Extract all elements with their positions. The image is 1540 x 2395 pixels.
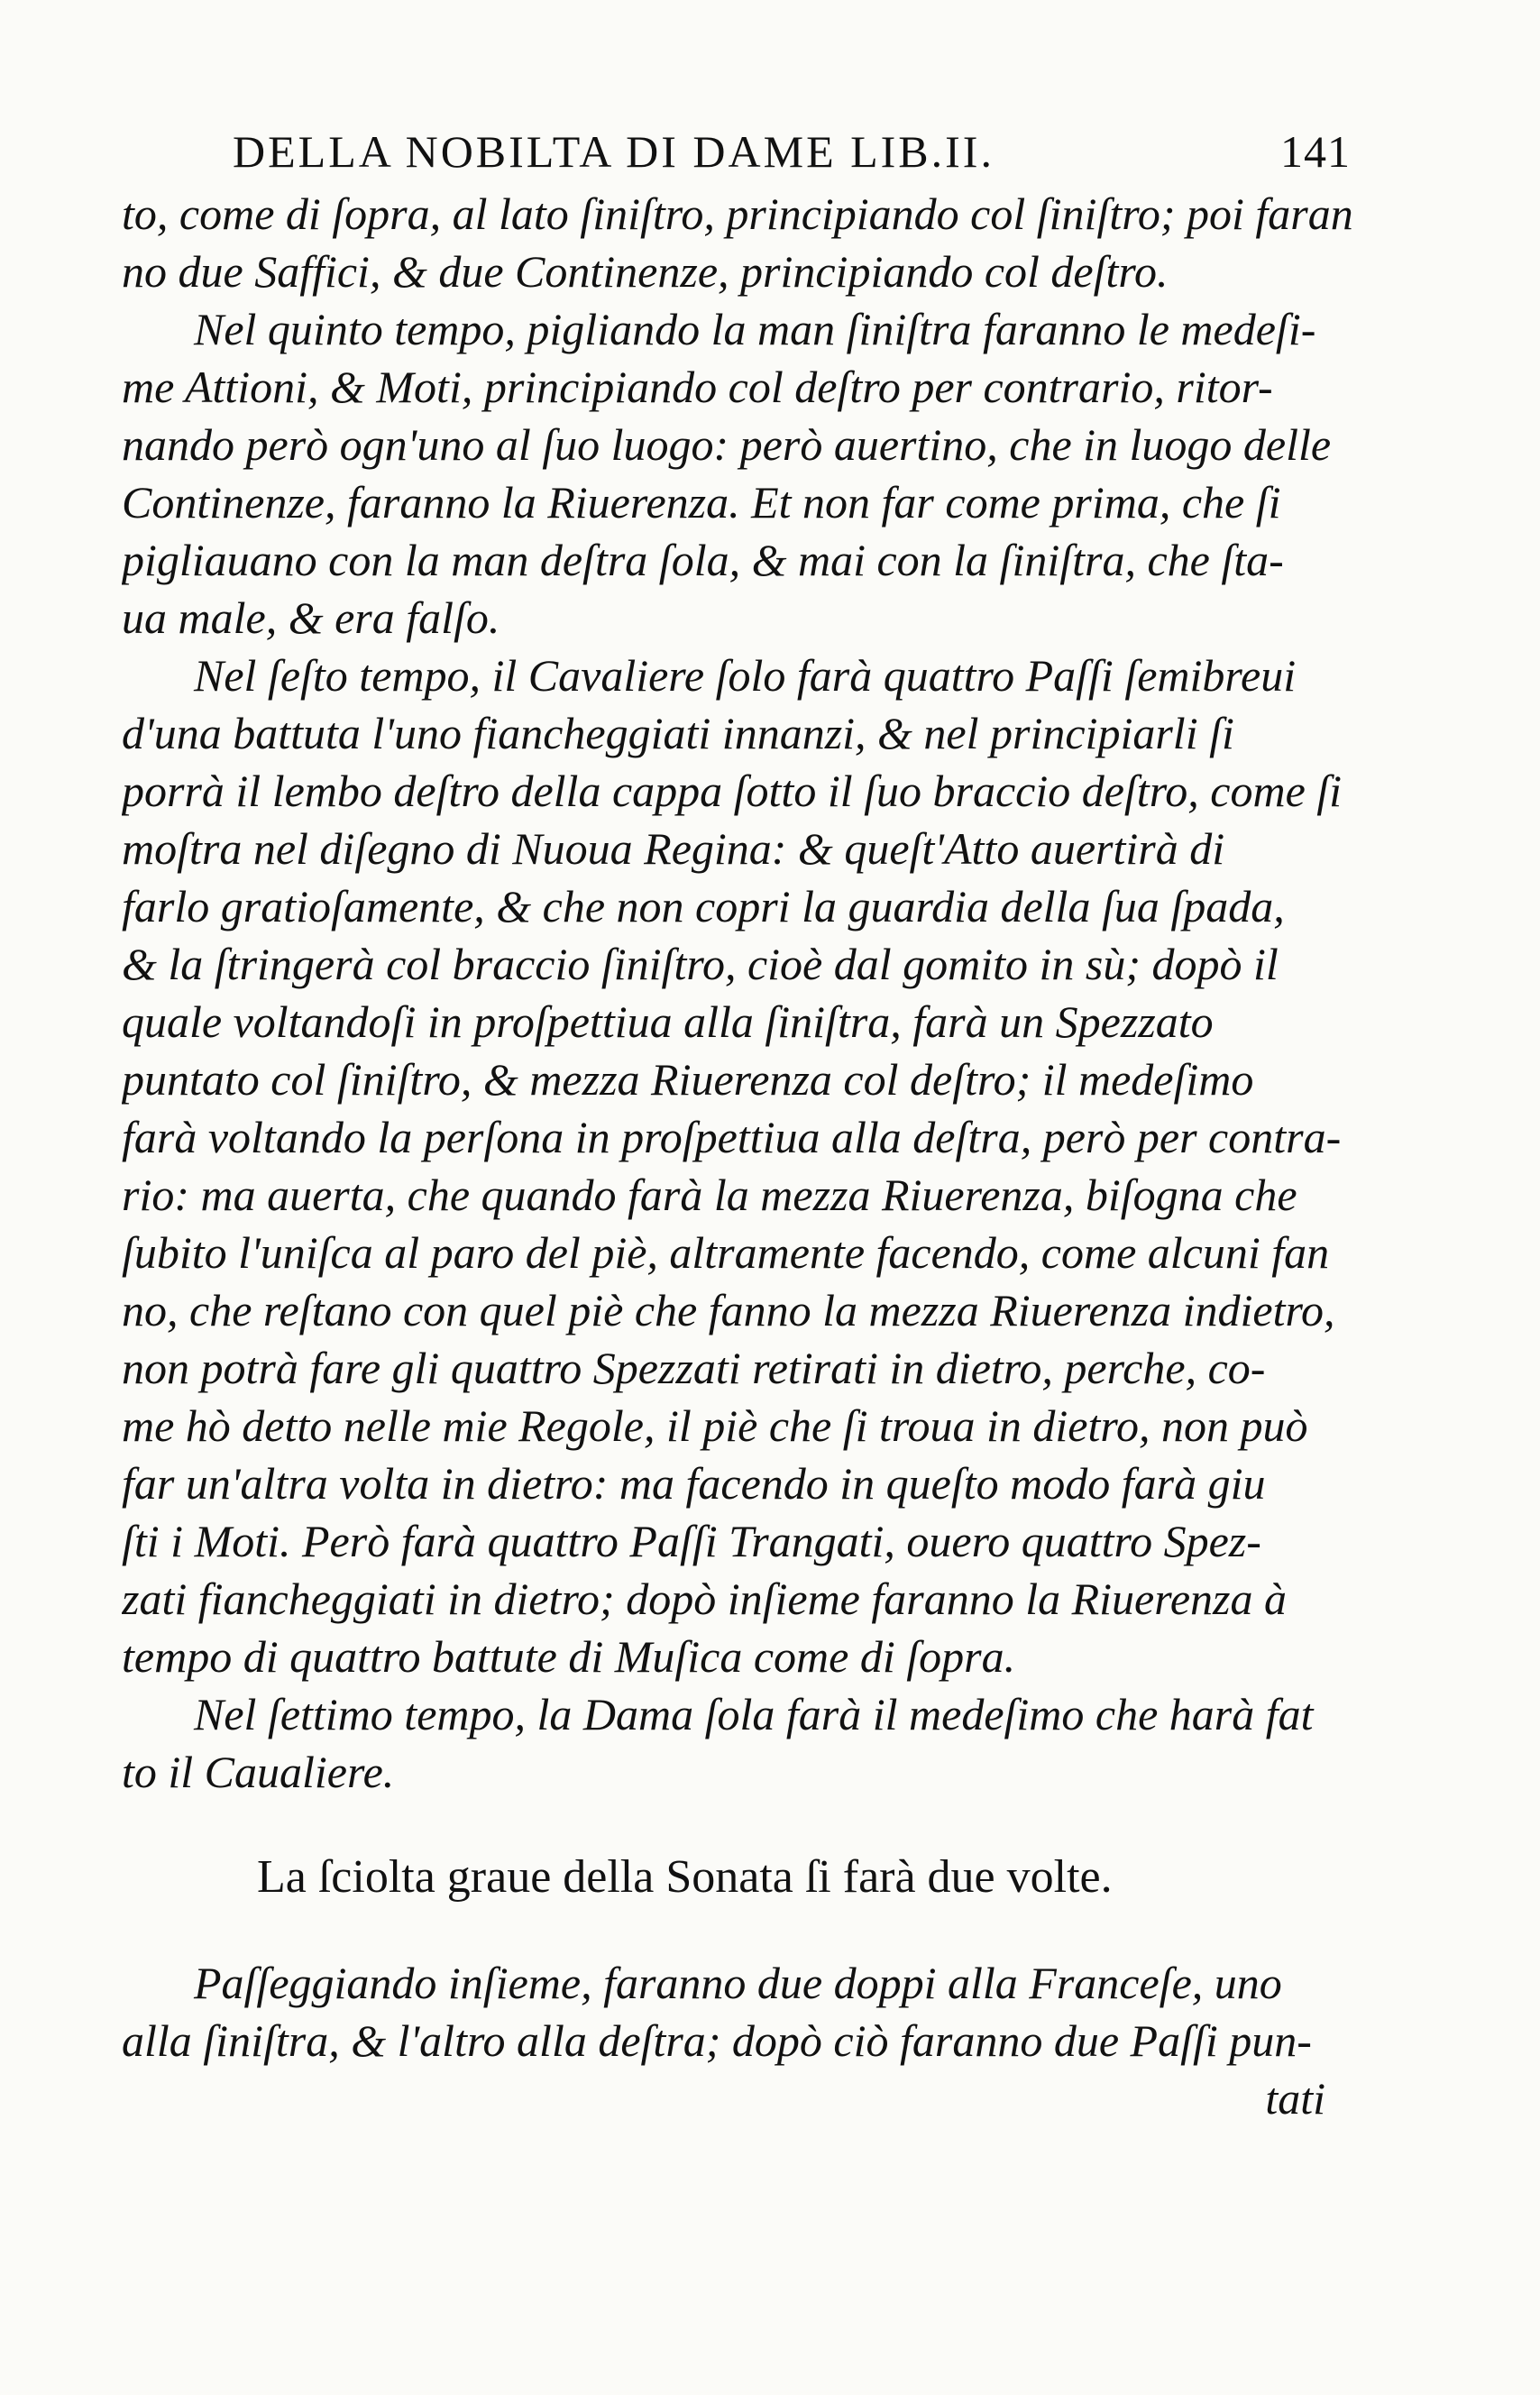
body-text xyxy=(122,185,1380,2127)
page-number: 141 xyxy=(1280,126,1351,177)
text-line: puntato col ſiniſtro, & mezza Riuerenza col deſtro; il medeſimo xyxy=(122,1054,1254,1105)
running-title: DELLA NOBILTA DI DAME LIB.II. xyxy=(233,126,995,177)
text-line: me Attioni, & Moti, principiando col deſtro per contrario, ritor- xyxy=(122,362,1273,412)
spacer xyxy=(122,1801,1380,1837)
text-line: pigliauano con la man deſtra ſola, & mai con la ſiniſtra, che ſta- xyxy=(122,535,1284,585)
catchword: tati xyxy=(1265,2073,1325,2124)
text-line: porrà il lembo deſtro della cappa ſotto il ſuo braccio deſtro, come ſi xyxy=(122,766,1343,816)
paragraph-start-line: Paſſeggiando inſieme, faranno due doppi alla Franceſe, uno xyxy=(194,1958,1282,2008)
text-line: Continenze, faranno la Riuerenza. Et non far come prima, che ſi xyxy=(122,477,1281,528)
text-line: & la ſtringerà col braccio ſiniſtro, cioè dal gomito in sù; dopò il xyxy=(122,939,1279,989)
text-line: ua male, & era falſo. xyxy=(122,592,500,643)
spacer xyxy=(122,1918,1380,1954)
text-line: far un'altra volta in dietro: ma facendo in queſto modo farà giu xyxy=(122,1458,1266,1509)
text-line: to, come di ſopra, al lato ſiniſtro, principiando col ſiniſtro; poi faran xyxy=(122,188,1353,239)
text-line: ſti i Moti. Però farà quattro Paſſi Trangati, ouero quattro Spez- xyxy=(122,1516,1261,1566)
text-line: moſtra nel diſegno di Nuoua Regina: & queſt'Atto auertirà di xyxy=(122,823,1225,874)
text-line: quale voltandoſi in proſpettiua alla ſiniſtra, farà un Spezzato xyxy=(122,996,1214,1047)
text-line: farlo gratioſamente, & che non copri la guardia della ſua ſpada, xyxy=(122,881,1285,931)
text-line: zati fiancheggiati in dietro; dopò inſieme faranno la Riuerenza à xyxy=(122,1574,1287,1624)
running-head xyxy=(233,120,1351,183)
text-line: rio: ma auerta, che quando farà la mezza Riuerenza, biſogna che xyxy=(122,1170,1297,1220)
section-heading: La ſciolta graue della Sonata ſi farà due volte. xyxy=(257,1851,1113,1903)
paragraph-start-line: Nel ſeſto tempo, il Cavaliere ſolo farà quattro Paſſi ſemibreui xyxy=(194,650,1297,701)
text-line: no, che reſtano con quel piè che fanno la mezza Riuerenza indietro, xyxy=(122,1285,1335,1335)
text-line: tempo di quattro battute di Muſica come di ſopra. xyxy=(122,1631,1016,1682)
text-line: ſubito l'uniſca al paro del piè, altramente facendo, come alcuni fan xyxy=(122,1227,1330,1278)
paragraph-start-line: Nel ſettimo tempo, la Dama ſola farà il medeſimo che harà fat xyxy=(194,1689,1314,1739)
text-line: nando però ogn'uno al ſuo luogo: però auertino, che in luogo delle xyxy=(122,419,1332,470)
text-line: non potrà fare gli quattro Spezzati retirati in dietro, perche, co- xyxy=(122,1343,1266,1393)
text-line: me hò detto nelle mie Regole, il piè che ſi troua in dietro, non può xyxy=(122,1400,1308,1451)
text-line: d'una battuta l'uno fiancheggiati innanzi, & nel principiarli ſi xyxy=(122,708,1234,758)
text-line: farà voltando la perſona in proſpettiua alla deſtra, però per contra- xyxy=(122,1112,1342,1162)
text-line: to il Caualiere. xyxy=(122,1747,395,1797)
text-line: alla ſiniſtra, & l'altro alla deſtra; dopò ciò faranno due Paſſi pun- xyxy=(122,2015,1312,2066)
paragraph-start-line: Nel quinto tempo, pigliando la man ſiniſtra faranno le medeſi- xyxy=(194,304,1316,354)
text-line: no due Saffici, & due Continenze, principiando col deſtro. xyxy=(122,246,1169,297)
